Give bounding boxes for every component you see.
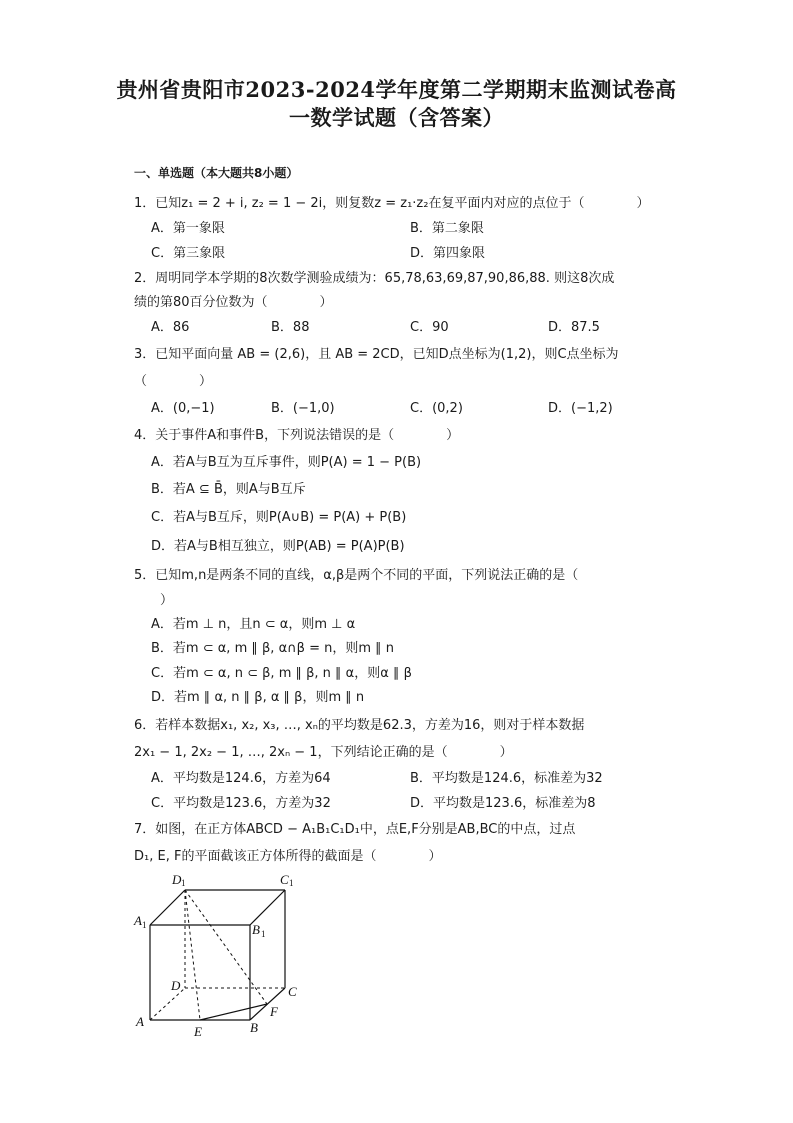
q2-stem-line1: 2．周明同学本学期的8次数学测验成绩为：65,78,63,69,87,90,86,88. 则这8次成: [134, 271, 615, 286]
q2-option-c: C．90: [410, 320, 449, 335]
q1-option-a: A．第一象限: [151, 221, 225, 236]
q4-option-c: C．若A与B互斥，则P(A∪B) = P(A) + P(B): [151, 510, 407, 525]
q1-option-d: D．第四象限: [410, 246, 486, 261]
q2-option-a: A．86: [151, 320, 190, 335]
section-heading: 一、单选题（本大题共8小题）: [134, 166, 299, 180]
q6-stem-line2: 2x₁ − 1, 2x₂ − 1, …, 2xₙ − 1，下列结论正确的是（ ）: [134, 745, 513, 760]
label-F: F: [270, 1004, 278, 1019]
label-A: A: [136, 1014, 144, 1029]
label-B1: B: [252, 922, 260, 937]
label-E: E: [194, 1024, 202, 1039]
q3-option-c: C．(0,2): [410, 401, 463, 416]
label-D: D: [171, 978, 181, 993]
q3-option-a: A．(0,−1): [151, 401, 215, 416]
q3-option-b: B．(−1,0): [271, 401, 335, 416]
q3-option-d: D．(−1,2): [548, 401, 613, 416]
label-B1-sub: 1: [261, 929, 266, 939]
label-A1-sub: 1: [142, 920, 147, 930]
label-D1-sub: 1: [181, 878, 186, 888]
q4-option-b: B．若A ⊆ B̄，则A与B互斥: [151, 482, 306, 497]
q2-stem-line2: 绩的第80百分位数为（ ）: [134, 295, 333, 310]
q6-option-b: B．平均数是124.6，标准差为32: [410, 771, 603, 786]
cube-diagram: [130, 870, 300, 1040]
q5-option-a: A．若m ⊥ n，且n ⊂ α，则m ⊥ α: [151, 617, 356, 632]
q5-option-b: B．若m ⊂ α, m ∥ β, α∩β = n，则m ∥ n: [151, 641, 395, 656]
q4-option-d: D．若A与B相互独立，则P(AB) = P(A)P(B): [151, 539, 405, 554]
document-title-line1: 贵州省贵阳市2023-2024学年度第二学期期末监测试卷高: [116, 77, 677, 102]
cube-figure: [130, 870, 300, 1040]
q3-stem-line1: 3．已知平面向量 AB = (2,6)，且 AB = 2CD，已知D点坐标为(1,2)，则C点坐标为: [134, 347, 619, 362]
q4-option-a: A．若A与B互为互斥事件，则P(A) = 1 − P(B): [151, 455, 422, 470]
label-C1-sub: 1: [289, 878, 294, 888]
label-D1: D: [172, 872, 182, 887]
q7-stem-line2: D₁, E, F的平面截该正方体所得的截面是（ ）: [134, 849, 442, 864]
q5-stem-line1: 5．已知m,n是两条不同的直线，α,β是两个不同的平面，下列说法正确的是（: [134, 568, 579, 583]
document-title-line2: 一数学试题（含答案）: [289, 105, 504, 130]
q7-stem-line1: 7．如图，在正方体ABCD − A₁B₁C₁D₁中，点E,F分别是AB,BC的中点，过点: [134, 822, 576, 837]
label-A1: A: [134, 913, 142, 928]
q1-option-c: C．第三象限: [151, 246, 226, 261]
q4-stem: 4．关于事件A和事件B，下列说法错误的是（ ）: [134, 428, 460, 443]
q5-option-d: D．若m ∥ α, n ∥ β, α ∥ β，则m ∥ n: [151, 690, 365, 705]
q5-stem-line2: ）: [134, 593, 174, 608]
q6-option-d: D．平均数是123.6，标准差为8: [410, 796, 596, 811]
label-C1: C: [280, 872, 289, 887]
q2-option-b: B．88: [271, 320, 310, 335]
q1-option-b: B．第二象限: [410, 221, 484, 236]
q3-stem-line2: （ ）: [134, 374, 213, 389]
q5-option-c: C．若m ⊂ α, n ⊂ β, m ∥ β, n ∥ α，则α ∥ β: [151, 666, 412, 681]
q2-option-d: D．87.5: [548, 320, 600, 335]
q1-stem: 1．已知z₁ = 2 + i, z₂ = 1 − 2i，则复数z = z₁·z₂在复平面内对应的点位于（ ）: [134, 196, 650, 211]
q6-stem-line1: 6．若样本数据x₁, x₂, x₃, …, xₙ的平均数是62.3，方差为16，则对于样本数据: [134, 718, 585, 733]
label-C: C: [288, 984, 297, 999]
q6-option-c: C．平均数是123.6，方差为32: [151, 796, 331, 811]
label-B: B: [250, 1020, 258, 1035]
q6-option-a: A．平均数是124.6，方差为64: [151, 771, 331, 786]
